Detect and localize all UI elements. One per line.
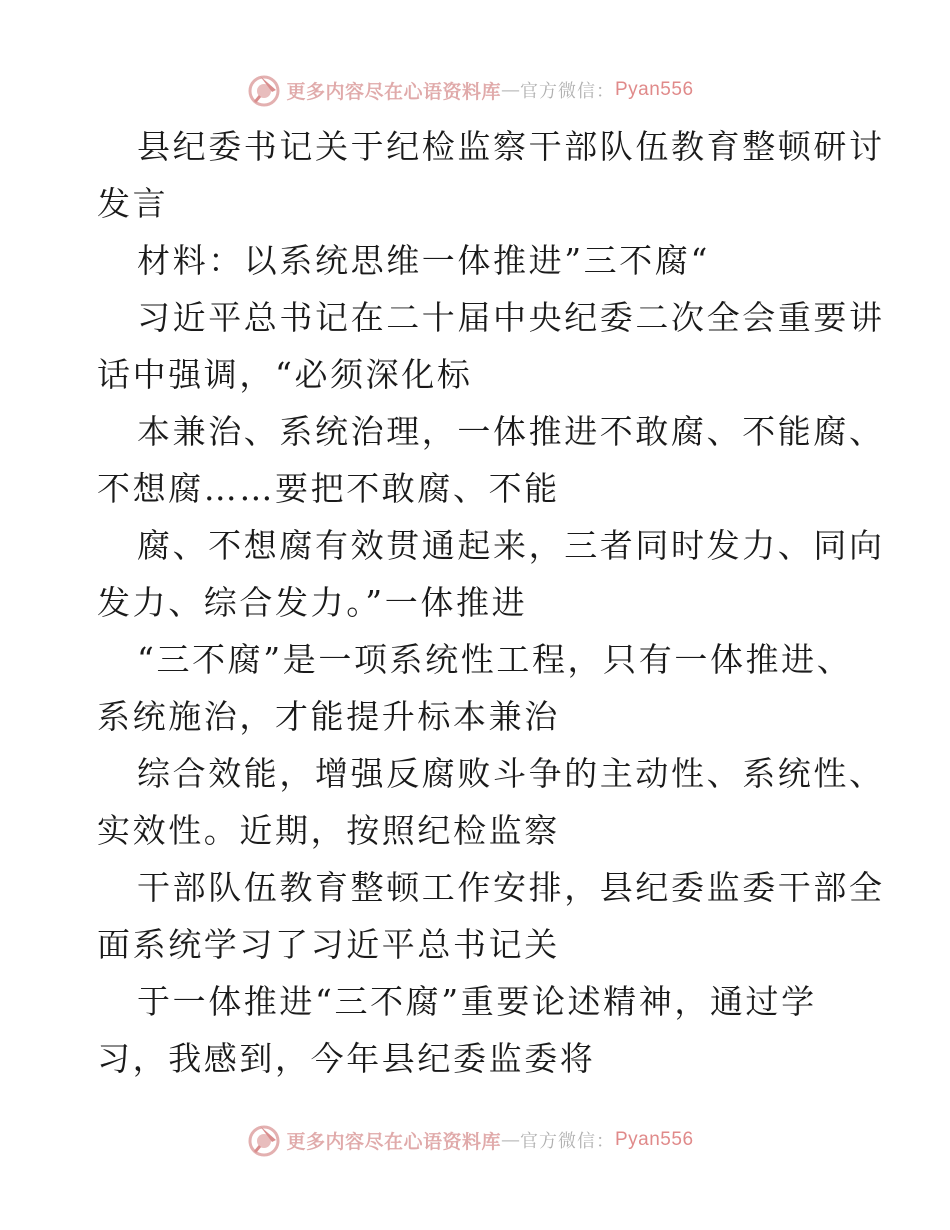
paragraph-line: 不想腐……要把不敢腐、不能 [97, 469, 560, 508]
paragraph-line: 面系统学习了习近平总书记关 [97, 925, 560, 964]
banner-dash: — [501, 1129, 520, 1151]
banner-suffix: 官方微信： [520, 1131, 615, 1152]
paragraph-line: 县纪委书记关于纪检监察干部队伍教育整顿研讨 [137, 127, 885, 166]
paragraph-line: 习，我感到，今年县纪委监委将 [97, 1039, 596, 1078]
paragraph-line: 材料：以系统思维一体推进”三不腐“ [137, 241, 710, 280]
paragraph-line: 腐、不想腐有效贯通起来，三者同时发力、同向 [137, 526, 885, 565]
paragraph-line: “三不腐”是一项系统性工程，只有一体推进、 [137, 640, 853, 679]
paragraph-line: 综合效能，增强反腐败斗争的主动性、系统性、 [137, 754, 885, 793]
banner-suffix: 官方微信： [520, 81, 615, 102]
banner-dash: — [501, 79, 520, 101]
paragraph-line: 实效性。近期，按照纪检监察 [97, 811, 560, 850]
paragraph-line: 系统施治，才能提升标本兼治 [97, 697, 560, 736]
paragraph [97, 517, 885, 631]
banner-text: 更多内容尽在心语资料库 [286, 1130, 501, 1153]
paragraph-line: 发言 [97, 184, 169, 223]
paragraph [97, 403, 885, 517]
banner-wechat-id: Pyan556 [615, 1129, 694, 1150]
logo-icon [246, 1122, 282, 1158]
header-banner [0, 70, 950, 110]
paragraph [97, 232, 857, 289]
paragraph [97, 745, 885, 859]
paragraph [97, 289, 885, 403]
paragraph [97, 859, 885, 973]
banner-text: 更多内容尽在心语资料库 [286, 80, 501, 103]
paragraph [97, 973, 857, 1087]
paragraph-line: 发力、综合发力。”一体推进 [97, 583, 528, 622]
paragraph [97, 631, 857, 745]
paragraph-line: 话中强调，“必须深化标 [97, 355, 473, 394]
paragraph [97, 118, 885, 232]
logo-icon [246, 72, 282, 108]
paragraph-line: 干部队伍教育整顿工作安排，县纪委监委干部全 [137, 868, 885, 907]
paragraph-line: 于一体推进“三不腐”重要论述精神，通过学 [137, 982, 817, 1021]
paragraph-line: 本兼治、系统治理，一体推进不敢腐、不能腐、 [137, 412, 885, 451]
banner-wechat-id: Pyan556 [615, 79, 694, 100]
paragraph-line: 习近平总书记在二十届中央纪委二次全会重要讲 [137, 298, 885, 337]
document-body [97, 118, 885, 1087]
footer-banner [0, 1120, 950, 1160]
